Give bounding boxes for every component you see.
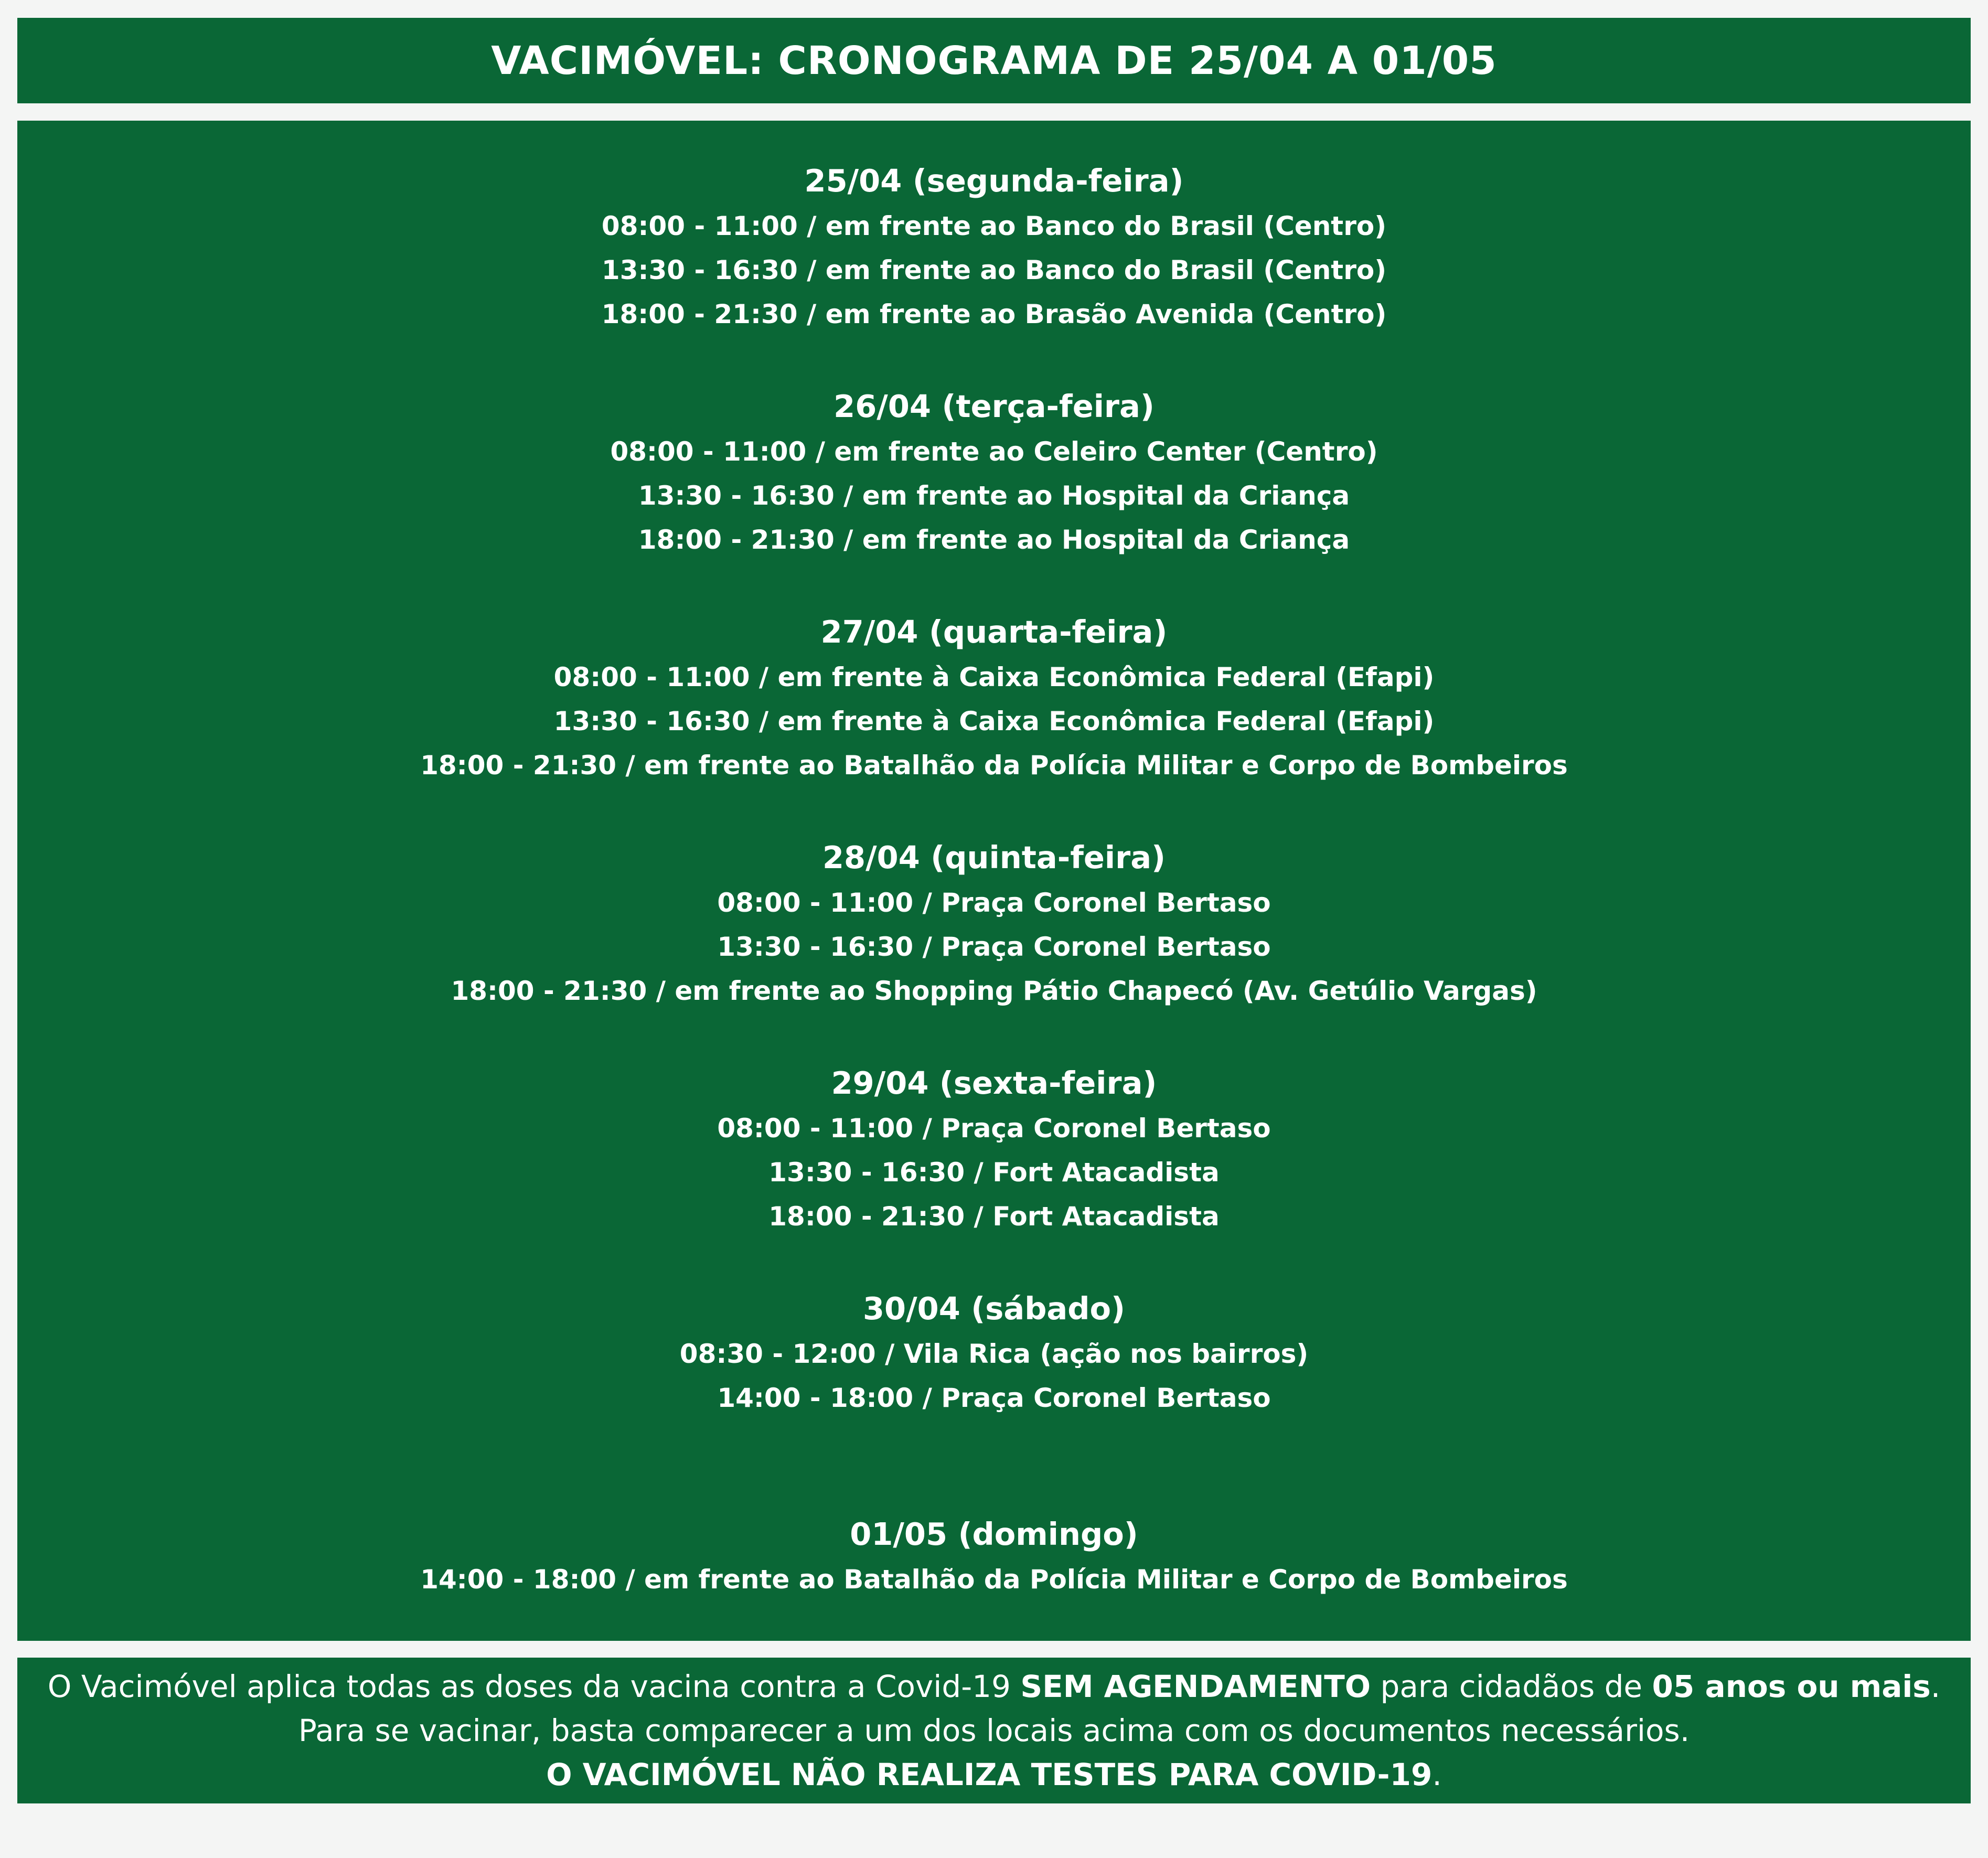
day-block-2804 [17, 837, 1971, 1062]
day-block-2704 [17, 611, 1971, 837]
time-slot: 08:00 - 11:00 / em frente à Caixa Econômica Federal (Efapi) [553, 662, 1435, 692]
time-slot: 18:00 - 21:30 / Fort Atacadista [768, 1201, 1220, 1232]
day-title: 30/04 (sábado) [863, 1290, 1125, 1327]
day-title: 26/04 (terça-feira) [833, 388, 1155, 424]
day-block-3004 [17, 1288, 1971, 1513]
time-slot: 08:00 - 11:00 / em frente ao Celeiro Center (Centro) [610, 436, 1378, 467]
time-slot: 13:30 - 16:30 / Praça Coronel Bertaso [717, 932, 1271, 962]
time-slot: 13:30 - 16:30 / em frente ao Hospital da Criança [638, 480, 1350, 511]
page-title: VACIMÓVEL: CRONOGRAMA DE 25/04 A 01/05 [491, 38, 1497, 83]
day-title: 28/04 (quinta-feira) [822, 839, 1166, 875]
day-title: 29/04 (sexta-feira) [831, 1065, 1157, 1101]
time-slot: 13:30 - 16:30 / em frente ao Banco do Brasil (Centro) [601, 255, 1387, 285]
day-title: 01/05 (domingo) [850, 1516, 1138, 1552]
time-slot: 08:00 - 11:00 / Praça Coronel Bertaso [717, 888, 1271, 918]
time-slot: 08:00 - 11:00 / Praça Coronel Bertaso [717, 1113, 1271, 1144]
age-emphasis: 05 anos ou mais [1652, 1669, 1931, 1704]
footer-line-instructions: Para se vacinar, basta comparecer a um dos locais acima com os documentos necessários. [298, 1713, 1690, 1748]
time-slot: 18:00 - 21:30 / em frente ao Shopping Pátio Chapecó (Av. Getúlio Vargas) [451, 976, 1537, 1006]
info-footer [17, 1658, 1971, 1803]
time-slot: 08:30 - 12:00 / Vila Rica (ação nos bairros) [679, 1339, 1309, 1369]
footer-text: O Vacimóvel aplica todas as doses da vacina contra a Covid-19 [47, 1669, 1021, 1704]
time-slot: 13:30 - 16:30 / Fort Atacadista [768, 1157, 1220, 1188]
day-block-2604 [17, 386, 1971, 611]
day-block-2504 [17, 160, 1971, 386]
day-title: 25/04 (segunda-feira) [804, 163, 1184, 199]
footer-text: para cidadãos de [1371, 1669, 1652, 1704]
day-title: 27/04 (quarta-feira) [820, 614, 1168, 650]
day-block-2904 [17, 1062, 1971, 1288]
time-slot: 13:30 - 16:30 / em frente à Caixa Econômica Federal (Efapi) [553, 706, 1435, 736]
time-slot: 14:00 - 18:00 / Praça Coronel Bertaso [717, 1383, 1271, 1413]
header-banner [17, 18, 1971, 103]
time-slot: 18:00 - 21:30 / em frente ao Brasão Avenida (Centro) [601, 299, 1387, 329]
footer-line-vaccination-info [17, 1664, 1971, 1708]
no-appointment-emphasis: SEM AGENDAMENTO [1020, 1669, 1371, 1704]
footer-text: . [1930, 1669, 1941, 1704]
schedule-panel [17, 121, 1971, 1641]
time-slot: 14:00 - 18:00 / em frente ao Batalhão da Polícia Militar e Corpo de Bombeiros [420, 1564, 1568, 1595]
time-slot: 18:00 - 21:30 / em frente ao Batalhão da Polícia Militar e Corpo de Bombeiros [420, 750, 1568, 781]
footer-text: . [1432, 1757, 1442, 1792]
time-slot: 18:00 - 21:30 / em frente ao Hospital da Criança [638, 525, 1350, 555]
no-tests-warning: O VACIMÓVEL NÃO REALIZA TESTES PARA COVID-19 [546, 1757, 1433, 1792]
footer-line-warning [17, 1753, 1971, 1797]
time-slot: 08:00 - 11:00 / em frente ao Banco do Brasil (Centro) [601, 211, 1387, 241]
